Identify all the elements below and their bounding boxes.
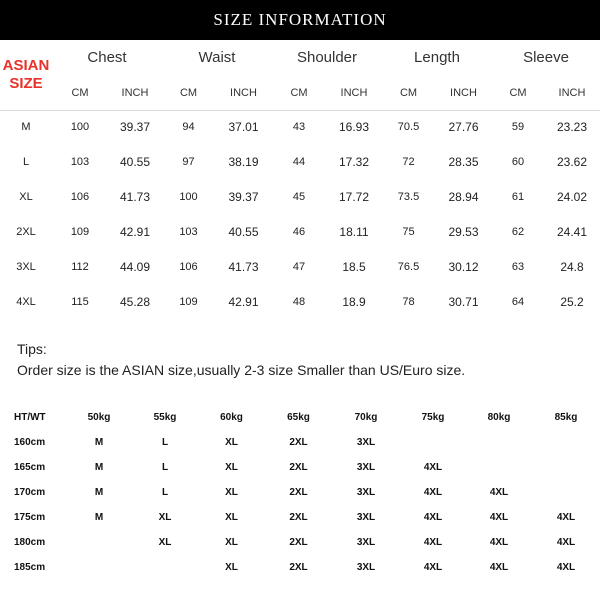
measurement-cell: 64 <box>511 296 525 308</box>
size-cell: 3XL <box>356 537 376 548</box>
size-cell <box>466 455 532 480</box>
measurement-cell: 97 <box>182 156 195 168</box>
size-table <box>0 40 600 320</box>
measurement-cell: 28.94 <box>448 190 479 204</box>
weight-header: 70kg <box>354 412 378 423</box>
size-cell <box>532 455 600 480</box>
size-cell: 2XL <box>289 462 308 473</box>
measurement-cell: 38.19 <box>228 155 259 169</box>
measurement-cell: 25.2 <box>560 295 584 309</box>
measurement-cell: 17.72 <box>338 190 370 204</box>
size-cell: M <box>94 437 104 448</box>
height-weight-table <box>0 405 600 580</box>
weight-header: 65kg <box>287 412 310 423</box>
size-cell: 2XL <box>289 562 308 573</box>
size-cell: M <box>94 487 104 498</box>
measurement-cell: 18.5 <box>342 260 366 274</box>
column-header-sleeve: Sleeve <box>523 49 569 66</box>
unit-header-cm: CM <box>399 87 418 99</box>
size-cell: 3XL <box>356 437 376 448</box>
unit-header-cm: CM <box>290 87 308 99</box>
measurement-cell: 73.5 <box>397 191 420 203</box>
size-cell: 4XL <box>556 537 576 548</box>
measurement-cell: 100 <box>70 121 90 133</box>
size-cell <box>66 530 132 555</box>
size-cell <box>400 430 466 455</box>
size-cell: 4XL <box>556 512 576 523</box>
measurement-cell: 115 <box>71 296 89 308</box>
asian-label-line1: ASIAN <box>2 57 50 74</box>
column-header-shoulder: Shoulder <box>296 49 358 66</box>
measurement-cell: 45 <box>292 191 306 203</box>
size-cell: L <box>161 437 169 448</box>
size-cell <box>466 430 532 455</box>
measurement-cell: 27.76 <box>448 120 479 134</box>
weight-header: 55kg <box>153 412 177 423</box>
size-label: XL <box>19 191 33 203</box>
measurement-cell: 106 <box>179 261 198 273</box>
size-cell <box>66 555 132 580</box>
size-cell: XL <box>225 437 238 448</box>
unit-header-inch: INCH <box>558 87 586 99</box>
measurement-cell: 17.32 <box>338 155 370 169</box>
unit-header-cm: CM <box>71 87 89 99</box>
column-header-length: Length <box>414 49 460 66</box>
tips-text: Order size is the ASIAN size,usually 2-3 size Smaller than US/Euro size. <box>17 362 466 378</box>
height-label: 180cm <box>14 537 46 548</box>
size-cell: 3XL <box>356 562 376 573</box>
measurement-cell: 72 <box>402 156 415 168</box>
measurement-cell: 44.09 <box>119 260 151 274</box>
size-cell: 2XL <box>289 512 308 523</box>
measurement-cell: 47 <box>292 261 306 273</box>
measurement-cell: 23.23 <box>556 120 588 134</box>
size-cell <box>532 480 600 505</box>
measurement-cell: 45.28 <box>119 295 151 309</box>
size-cell: L <box>161 487 169 498</box>
measurement-cell: 40.55 <box>119 155 151 169</box>
size-cell: 3XL <box>356 512 376 523</box>
unit-header-inch: INCH <box>340 87 368 99</box>
size-cell: 3XL <box>356 487 376 498</box>
size-cell: 4XL <box>489 512 509 523</box>
size-cell: 4XL <box>423 462 443 473</box>
measurement-cell: 37.01 <box>228 120 259 134</box>
measurement-cell: 24.8 <box>560 260 584 274</box>
size-cell: 4XL <box>423 487 443 498</box>
measurement-cell: 24.41 <box>556 225 588 239</box>
measurement-cell: 18.9 <box>342 295 366 309</box>
weight-header: 85kg <box>554 412 578 423</box>
size-cell: 4XL <box>489 537 509 548</box>
measurement-cell: 39.37 <box>119 120 151 134</box>
measurement-cell: 75 <box>402 226 415 238</box>
weight-header: 60kg <box>220 412 243 423</box>
size-cell: XL <box>158 537 172 548</box>
size-cell: XL <box>225 537 238 548</box>
measurement-cell: 41.73 <box>228 260 259 274</box>
height-label: 160cm <box>14 437 46 448</box>
size-cell: 4XL <box>423 512 443 523</box>
unit-header-cm: CM <box>179 87 198 99</box>
asian-size-label <box>0 40 52 110</box>
size-cell: 4XL <box>423 562 443 573</box>
measurement-cell: 100 <box>179 191 198 203</box>
measurement-cell: 44 <box>292 156 306 168</box>
size-cell: 4XL <box>489 562 509 573</box>
measurement-cell: 109 <box>179 296 198 308</box>
size-cell: XL <box>225 512 238 523</box>
size-cell: XL <box>225 487 238 498</box>
weight-header: 80kg <box>487 412 511 423</box>
size-cell: L <box>161 462 169 473</box>
unit-header-inch: INCH <box>230 87 257 99</box>
size-cell: XL <box>158 512 172 523</box>
measurement-cell: 109 <box>70 226 90 238</box>
measurement-cell: 103 <box>70 156 90 168</box>
measurement-cell: 60 <box>511 156 525 168</box>
height-weight-grid <box>0 405 600 580</box>
measurement-cell: 42.91 <box>119 225 151 239</box>
height-label: 185cm <box>14 562 46 573</box>
size-cell: 3XL <box>356 462 376 473</box>
size-cell: 4XL <box>556 562 576 573</box>
measurement-cell: 70.5 <box>397 121 420 133</box>
measurement-cell: 106 <box>70 191 90 203</box>
column-header-chest: Chest <box>87 49 127 66</box>
height-label: 165cm <box>14 462 46 473</box>
measurement-cell: 62 <box>511 226 525 238</box>
measurement-cell: 30.71 <box>448 295 479 309</box>
size-cell: 4XL <box>489 487 509 498</box>
measurement-cell: 43 <box>292 121 306 133</box>
size-cell: 2XL <box>289 537 308 548</box>
weight-header: 50kg <box>87 412 111 423</box>
unit-header-cm: CM <box>509 87 527 99</box>
size-cell: 2XL <box>289 437 308 448</box>
size-cell <box>132 555 198 580</box>
page-title: SIZE INFORMATION <box>213 10 387 29</box>
measurement-cell: 103 <box>179 226 198 238</box>
measurement-cell: 40.55 <box>228 225 259 239</box>
measurement-cell: 94 <box>182 121 195 133</box>
measurement-cell: 41.73 <box>119 190 151 204</box>
size-grid <box>0 40 600 320</box>
size-label: 4XL <box>16 296 36 308</box>
measurement-cell: 76.5 <box>397 261 420 273</box>
measurement-cell: 46 <box>292 226 306 238</box>
tips-section <box>17 339 465 381</box>
weight-header: 75kg <box>421 412 445 423</box>
size-label: L <box>22 156 30 168</box>
measurement-cell: 112 <box>71 261 89 273</box>
height-label: 170cm <box>14 487 46 498</box>
unit-header-inch: INCH <box>121 87 149 99</box>
size-cell: 4XL <box>423 537 443 548</box>
size-cell: XL <box>225 562 238 573</box>
size-label: M <box>21 121 31 133</box>
height-label: 175cm <box>14 512 46 523</box>
header-bar <box>0 0 600 40</box>
measurement-cell: 28.35 <box>448 155 479 169</box>
measurement-cell: 30.12 <box>448 260 479 274</box>
tips-title: Tips: <box>17 341 47 357</box>
measurement-cell: 42.91 <box>228 295 259 309</box>
size-cell: 2XL <box>289 487 308 498</box>
measurement-cell: 23.62 <box>556 155 588 169</box>
measurement-cell: 18.11 <box>339 225 369 239</box>
size-cell: M <box>94 512 104 523</box>
size-cell: XL <box>225 462 238 473</box>
unit-header-inch: INCH <box>450 87 477 99</box>
measurement-cell: 29.53 <box>448 225 479 239</box>
ht-wt-header: HT/WT <box>14 412 46 423</box>
measurement-cell: 39.37 <box>228 190 259 204</box>
measurement-cell: 59 <box>511 121 525 133</box>
measurement-cell: 16.93 <box>338 120 370 134</box>
size-cell: M <box>94 462 104 473</box>
size-label: 3XL <box>16 261 36 273</box>
measurement-cell: 24.02 <box>556 190 588 204</box>
asian-label-line2: SIZE <box>9 75 43 92</box>
measurement-cell: 61 <box>511 191 525 203</box>
size-label: 2XL <box>16 226 36 238</box>
size-cell <box>532 430 600 455</box>
measurement-cell: 78 <box>402 296 415 308</box>
column-header-waist: Waist <box>198 49 236 66</box>
measurement-cell: 63 <box>511 261 525 273</box>
measurement-cell: 48 <box>292 296 306 308</box>
